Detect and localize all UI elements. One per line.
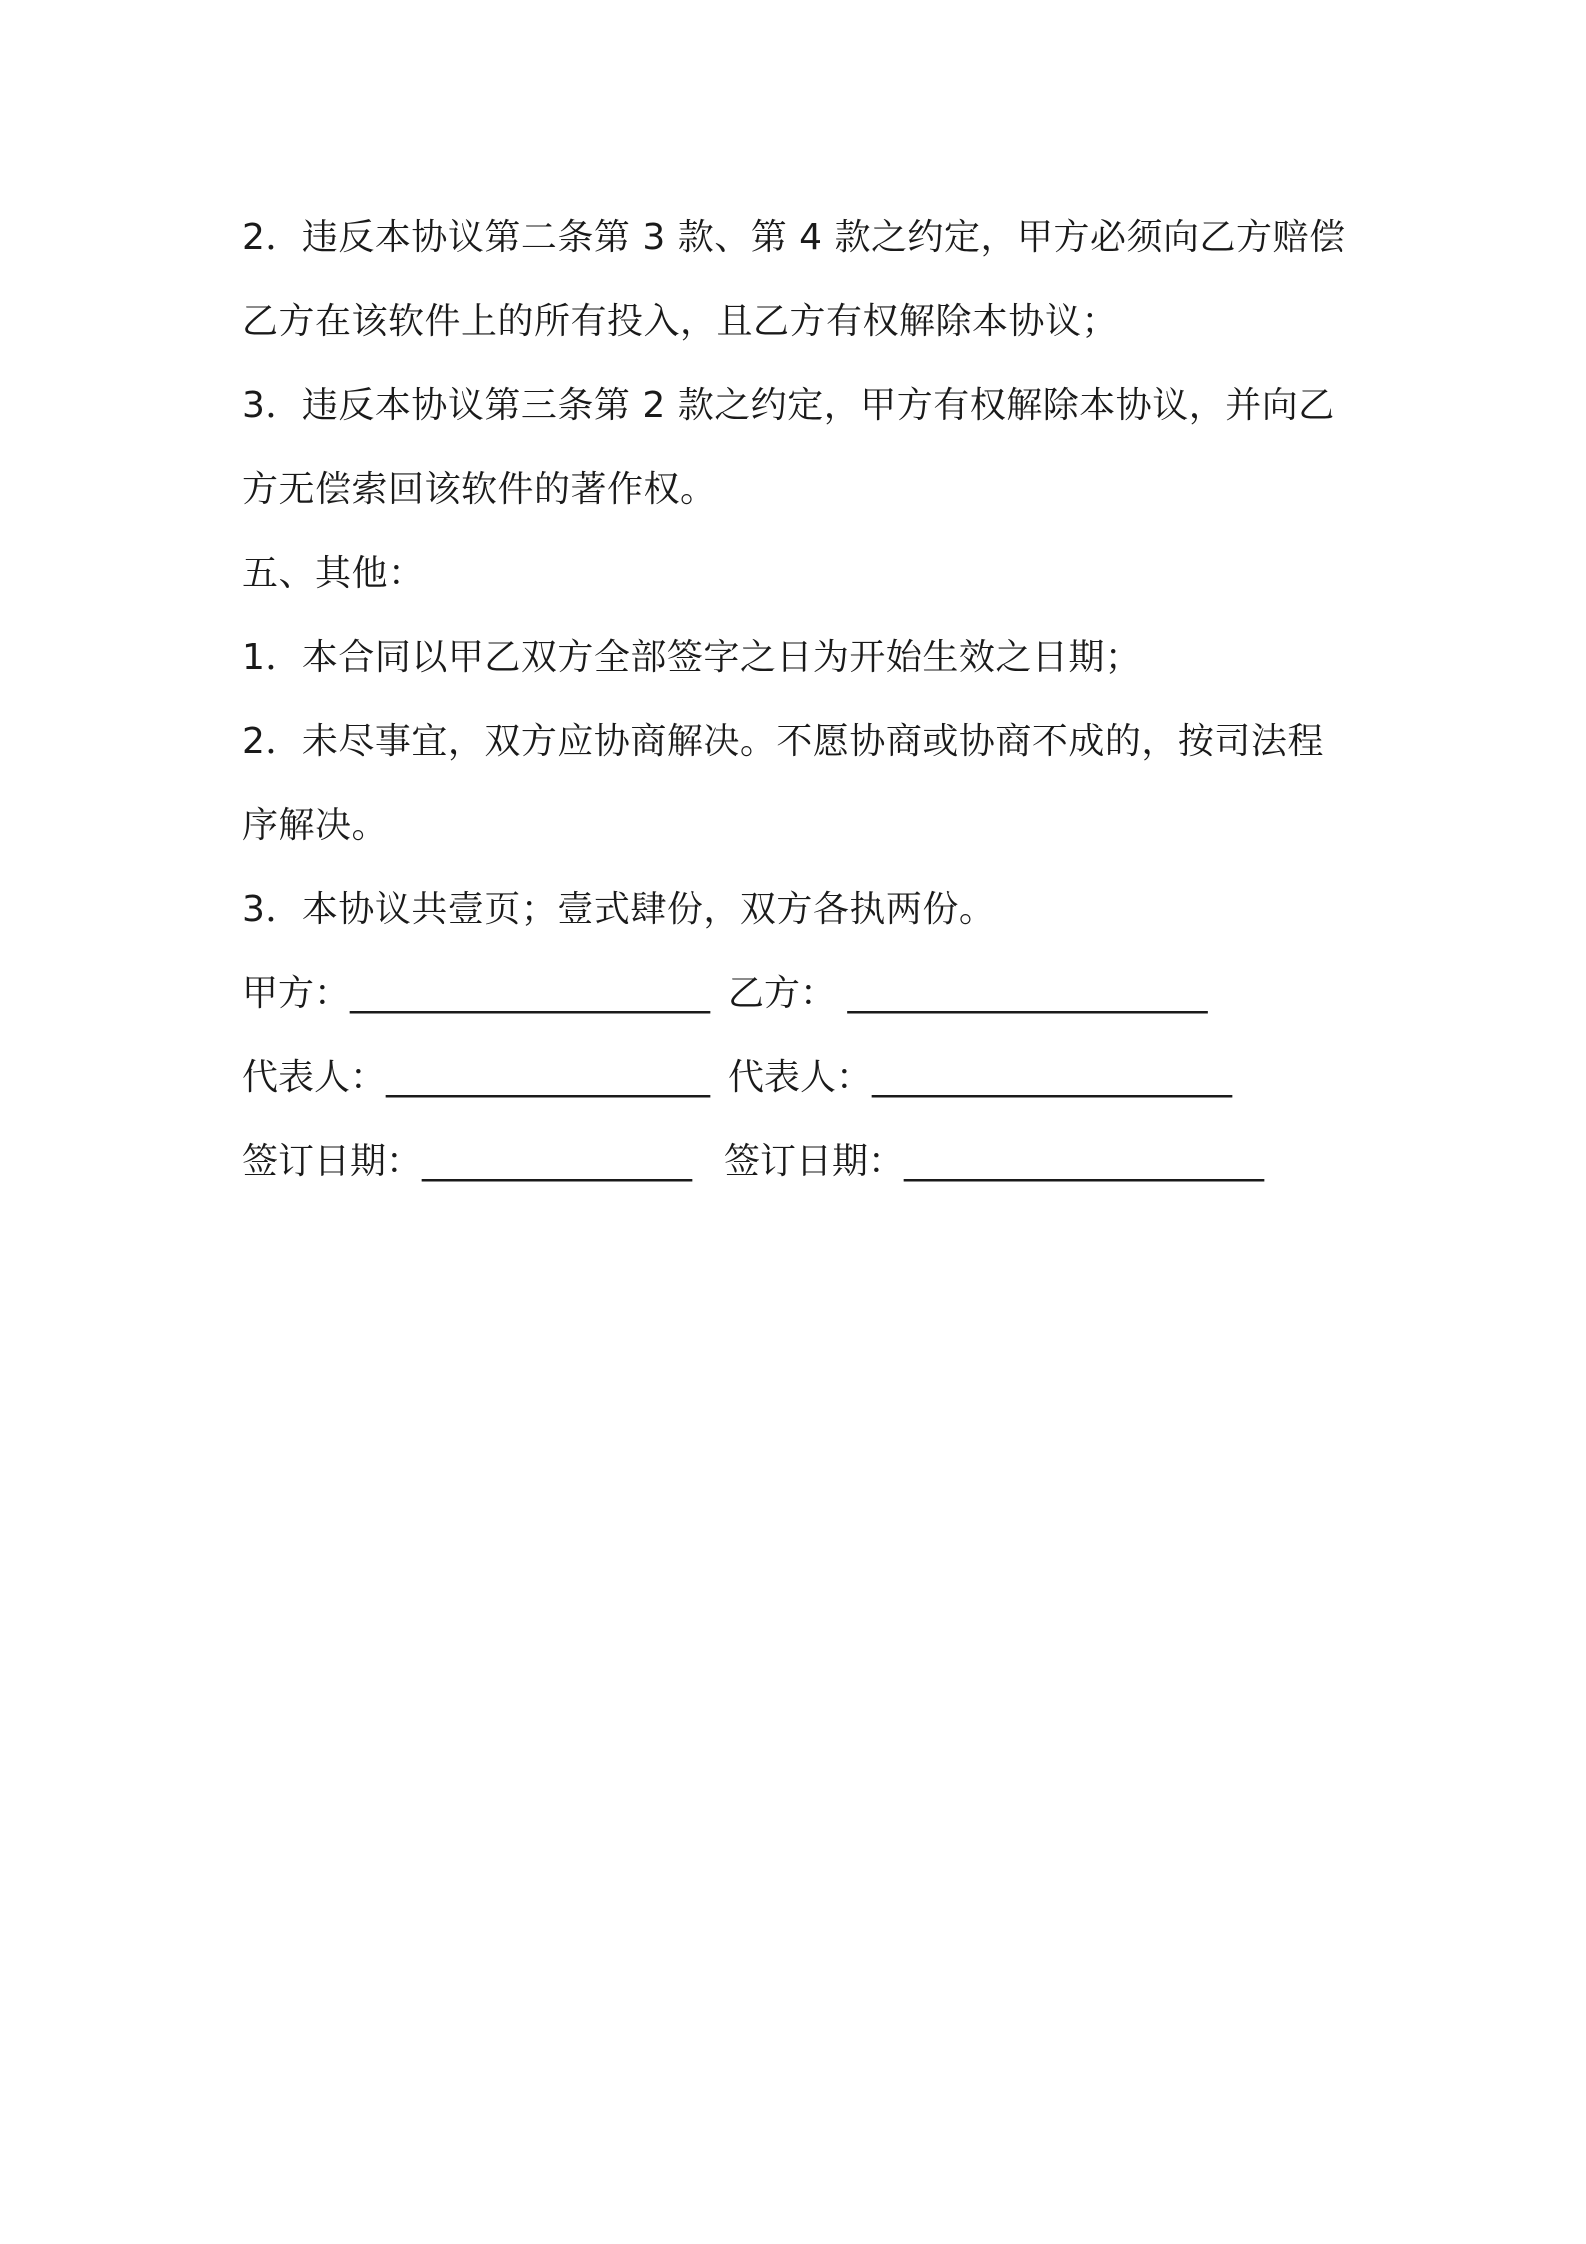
document-body — [242, 196, 1362, 1204]
signature-row-party — [242, 952, 1362, 1036]
clause-3-line-2: 方无偿索回该软件的著作权。 — [242, 469, 717, 510]
signature-row-representative — [242, 1036, 1362, 1120]
signature-row-date — [242, 1120, 1362, 1204]
other-clause-3: 3．本协议共壹页；壹式肆份，双方各执两份。 — [242, 889, 996, 930]
party-b-signature-field: 乙方： ____________________ — [728, 973, 1208, 1014]
clause-2-line-1: 2．违反本协议第二条第 3 款、第 4 款之约定，甲方必须向乙方赔偿 — [242, 217, 1346, 258]
party-a-representative-field: 代表人：__________________ — [242, 1057, 711, 1098]
clause-3-line-1: 3．违反本协议第三条第 2 款之约定，甲方有权解除本协议，并向乙 — [242, 385, 1335, 426]
party-b-representative-field: 代表人：____________________ — [728, 1057, 1233, 1098]
party-a-date-field: 签订日期：_______________ — [242, 1141, 693, 1182]
other-clause-1: 1．本合同以甲乙双方全部签字之日为开始生效之日期； — [242, 637, 1142, 678]
other-clause-2-line-1: 2．未尽事宜，双方应协商解决。不愿协商或协商不成的，按司法程 — [242, 721, 1324, 762]
clause-2-line-2: 乙方在该软件上的所有投入，且乙方有权解除本协议； — [242, 301, 1119, 342]
section-heading-other: 五、其他： — [242, 553, 425, 594]
other-clause-2-line-2: 序解决。 — [242, 805, 389, 846]
party-b-date-field: 签订日期：____________________ — [724, 1141, 1265, 1182]
party-a-signature-field: 甲方：____________________ — [242, 973, 711, 1014]
